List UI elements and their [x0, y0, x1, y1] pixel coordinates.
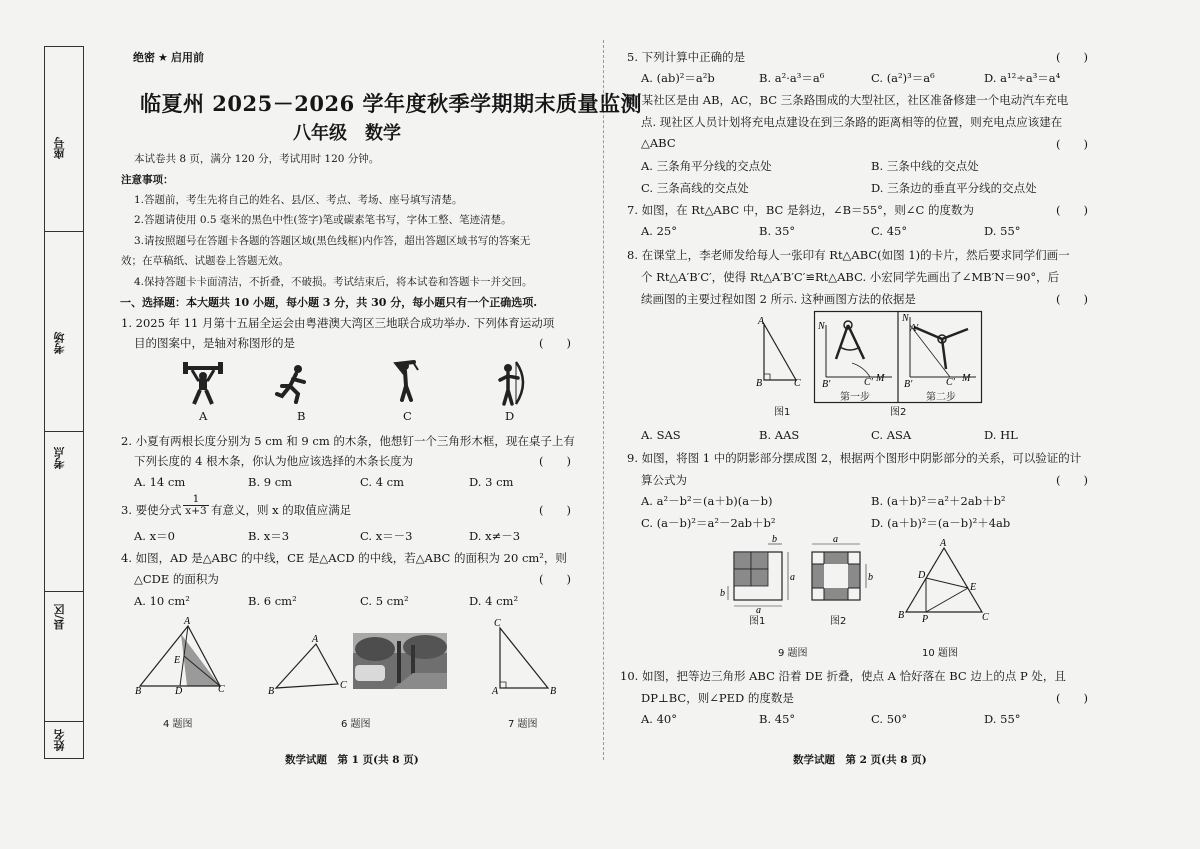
- page-footer: 数学试题 第 2 页(共 8 页): [793, 754, 927, 766]
- figure-caption: 10 题图: [922, 648, 958, 659]
- q7-option: D. 55°: [984, 224, 1021, 238]
- svg-text:A: A: [184, 616, 191, 627]
- svg-text:D: D: [175, 686, 183, 697]
- svg-text:a: a: [833, 534, 838, 545]
- q8-step2-caption: 第二步: [926, 392, 956, 403]
- q6-stem-line2: 点. 现社区人员计划将充电点建设在到三条路的距离相等的位置，则充电点应该建在: [641, 115, 1063, 129]
- county-cell: [45, 592, 83, 722]
- svg-text:B: B: [756, 378, 763, 389]
- svg-text:b: b: [772, 534, 777, 545]
- q3-option: C. x＝－3: [360, 529, 413, 543]
- svg-text:N: N: [902, 313, 909, 324]
- street-photo: [353, 633, 447, 689]
- q8-option: B. AAS: [759, 428, 800, 442]
- svg-text:C: C: [494, 618, 501, 629]
- answer-blank: ( ): [539, 572, 571, 586]
- q8-fig1-triangle: [754, 318, 806, 390]
- svg-text:B′: B′: [822, 379, 831, 390]
- exam-info: 本试卷共 8 页，满分 120 分，考试用时 120 分钟。: [134, 153, 380, 165]
- name-cell: [45, 722, 83, 758]
- answer-blank: ( ): [1056, 137, 1088, 151]
- notice-item: 2.答题请使用 0.5 毫米的黑色中性(签字)笔或碳素笔书写，字体工整、笔迹清楚。: [134, 214, 512, 226]
- svg-text:B′: B′: [904, 379, 913, 390]
- svg-text:M: M: [962, 373, 971, 384]
- q2-option: D. 3 cm: [469, 475, 514, 489]
- svg-text:B: B: [135, 686, 142, 697]
- q4-option: A. 10 cm²: [134, 594, 190, 608]
- q6-triangle-figure: [268, 636, 352, 696]
- notice-heading: 注意事项：: [121, 174, 174, 186]
- svg-text:C′: C′: [946, 377, 955, 388]
- q4-option: C. 5 cm²: [360, 594, 409, 608]
- q5-stem: 5. 下列计算中正确的是: [627, 50, 746, 64]
- svg-text:B: B: [550, 686, 557, 697]
- q6-option: A. 三条角平分线的交点处: [641, 159, 772, 173]
- q9-stem-line1: 9. 如图，将图 1 中的阴影部分摆成图 2，根据两个图形中阴影部分的关系，可以验证的计: [627, 451, 1082, 465]
- q9-option: D. (a＋b)²＝(a－b)²＋4ab: [871, 516, 1011, 530]
- q9-option: B. (a＋b)²＝a²＋2ab＋b²: [871, 494, 1006, 508]
- q1-option: A: [199, 409, 208, 423]
- svg-text:C: C: [794, 378, 801, 389]
- q9-fig1-square: [718, 534, 796, 616]
- q8-option: D. HL: [984, 428, 1018, 442]
- q7-option: C. 45°: [871, 224, 908, 238]
- q5-option: D. a¹²÷a³＝a⁴: [984, 71, 1061, 85]
- center-cell: [45, 432, 83, 592]
- q4-stem-line2: △CDE 的面积为: [134, 572, 219, 586]
- figure-caption: 9 题图: [778, 648, 808, 659]
- secret-label: 绝密 ★ 启用前: [133, 52, 204, 64]
- q2-option: C. 4 cm: [360, 475, 405, 489]
- q4-option: D. 4 cm²: [469, 594, 519, 608]
- q10-stem-line2: DP⊥BC，则∠PED 的度数是: [641, 691, 794, 705]
- center-label: 考点: [53, 447, 66, 469]
- svg-text:b: b: [720, 588, 725, 599]
- q8-fig1-caption: 图1: [774, 407, 791, 418]
- q9-stem-line2: 算公式为: [641, 473, 687, 487]
- q10-option: C. 50°: [871, 712, 908, 726]
- q8-stem-line1: 8. 在课堂上，李老师发给每人一张印有 Rt△ABC(如图 1)的卡片，然后要求同学们画一: [627, 248, 1070, 262]
- q1-option: D: [505, 409, 515, 423]
- q3-option: A. x＝0: [134, 529, 175, 543]
- q8-stem-line2: 个 Rt△A′B′C′，使得 Rt△A′B′C′≌Rt△ABC. 小宏同学先画出了∠MB′N＝90°，后: [641, 270, 1060, 284]
- q9-fig1-caption: 图1: [749, 616, 766, 627]
- answer-blank: ( ): [1056, 203, 1088, 217]
- svg-text:B: B: [268, 686, 275, 697]
- svg-text:A: A: [940, 538, 947, 549]
- seat-label: 座号: [53, 137, 66, 159]
- figure-caption: 6 题图: [341, 719, 371, 730]
- name-label: 姓名: [53, 729, 66, 751]
- q1-stem-line2: 目的图案中，是轴对称图形的是: [134, 336, 295, 350]
- q2-option: A. 14 cm: [134, 475, 186, 489]
- svg-text:N: N: [818, 321, 825, 332]
- binding-strip: [44, 46, 84, 759]
- figure-caption: 7 题图: [508, 719, 538, 730]
- answer-blank: ( ): [1056, 691, 1088, 705]
- svg-text:E: E: [174, 655, 181, 666]
- page-divider: [603, 40, 604, 760]
- q7-triangle-figure: [490, 620, 560, 696]
- q1-stem-line1: 1. 2025 年 11 月第十五届全运会由粤港澳大湾区三地联合成功举办. 下列体育运动项: [121, 316, 555, 330]
- q3-option: D. x≠－3: [469, 529, 521, 543]
- q6-option: D. 三条边的垂直平分线的交点处: [871, 181, 1037, 195]
- notice-item: 4.保持答题卡卡面清洁，不折叠，不破损。考试结束后，将本试卷和答题卡一并交回。: [134, 276, 533, 288]
- svg-text:A: A: [758, 316, 765, 327]
- answer-blank: ( ): [1056, 50, 1088, 64]
- q4-stem-line1: 4. 如图，AD 是△ABC 的中线，CE 是△ACD 的中线，若△ABC 的面积为 20 cm²，则: [121, 551, 567, 565]
- q3-numerator: 1: [192, 493, 200, 505]
- q3-stem-prefix: 3. 要使分式: [121, 503, 182, 517]
- section-heading: 一、选择题：本大题共 10 小题，每小题 3 分，共 30 分，每小题只有一个正确选项.: [120, 296, 538, 309]
- weightlifting-icon: [183, 362, 223, 406]
- q6-stem-line3: △ABC: [641, 136, 676, 150]
- notice-item: 1.答题前，考生先将自己的姓名、县/区、考点、考场、座号填写清楚。: [134, 194, 463, 206]
- q2-stem-line1: 2. 小夏有两根长度分别为 5 cm 和 9 cm 的木条，他想钉一个三角形木框，现在桌子上有: [121, 434, 575, 448]
- svg-text:a: a: [790, 572, 795, 583]
- q3-stem-suffix: 有意义，则 x 的取值应满足: [211, 503, 352, 517]
- q10-option: B. 45°: [759, 712, 796, 726]
- q1-option: C: [403, 409, 412, 423]
- room-cell: [45, 232, 83, 432]
- svg-text:A′: A′: [910, 323, 919, 334]
- q8-step1-caption: 第一步: [840, 392, 870, 403]
- answer-blank: ( ): [539, 503, 571, 517]
- svg-text:b: b: [868, 572, 873, 583]
- q5-option: B. a²·a³＝a⁶: [759, 71, 825, 85]
- q3-fraction: [183, 494, 209, 517]
- q6-option: B. 三条中线的交点处: [871, 159, 979, 173]
- golf-icon: [392, 360, 422, 404]
- svg-text:D: D: [918, 570, 926, 581]
- q7-stem: 7. 如图，在 Rt△ABC 中，BC 是斜边，∠B＝55°，则∠C 的度数为: [627, 203, 975, 217]
- answer-blank: ( ): [1056, 473, 1088, 487]
- q9-fig2-cross: [800, 534, 880, 614]
- svg-text:A: A: [312, 634, 319, 645]
- answer-blank: ( ): [539, 454, 571, 468]
- svg-text:C: C: [218, 684, 225, 695]
- q5-option: C. (a²)³＝a⁶: [871, 71, 935, 85]
- svg-text:C′: C′: [864, 377, 873, 388]
- q8-option: C. ASA: [871, 428, 912, 442]
- svg-text:E: E: [970, 582, 977, 593]
- svg-text:P: P: [922, 614, 929, 625]
- page-footer: 数学试题 第 1 页(共 8 页): [285, 754, 419, 766]
- svg-text:C: C: [340, 680, 347, 691]
- q8-stem-line3: 续画图的主要过程如图 2 所示. 这种画图方法的依据是: [641, 292, 916, 306]
- answer-blank: ( ): [1056, 292, 1088, 306]
- q3-option: B. x＝3: [248, 529, 290, 543]
- q10-fold-figure: [896, 540, 992, 628]
- svg-text:a: a: [756, 605, 761, 616]
- seat-cell: [45, 47, 83, 232]
- q8-fig2-caption: 图2: [890, 407, 907, 418]
- q7-option: B. 35°: [759, 224, 796, 238]
- q4-option: B. 6 cm²: [248, 594, 297, 608]
- q3-denominator: x+3: [183, 505, 209, 517]
- q2-stem-line2: 下列长度的 4 根木条，你认为他应该选择的木条长度为: [134, 454, 414, 468]
- svg-text:M: M: [876, 373, 885, 384]
- q7-option: A. 25°: [641, 224, 677, 238]
- figure-caption: 4 题图: [163, 719, 193, 730]
- notice-item: 3.请按照题号在答题卡各题的答题区域(黑色线框)内作答，超出答题区域书写的答案无: [134, 235, 531, 247]
- q10-option: A. 40°: [641, 712, 677, 726]
- q2-option: B. 9 cm: [248, 475, 293, 489]
- q5-option: A. (ab)²＝a²b: [641, 71, 715, 85]
- svg-text:C: C: [982, 612, 989, 623]
- q6-stem-line1: 6. 某社区是由 AB，AC，BC 三条路围成的大型社区，社区准备修建一个电动汽车充电: [627, 93, 1069, 107]
- notice-item: 效；在草稿纸、试题卷上答题无效。: [121, 255, 289, 267]
- q4-triangle-figure: [134, 616, 234, 697]
- running-icon: [276, 364, 312, 404]
- q1-option: B: [297, 409, 306, 423]
- exam-subtitle: 八年级 数学: [293, 123, 401, 144]
- q8-option: A. SAS: [641, 428, 681, 442]
- county-label: 县/区: [53, 604, 66, 631]
- q6-option: C. 三条高线的交点处: [641, 181, 749, 195]
- q10-stem-line1: 10. 如图，把等边三角形 ABC 沿着 DE 折叠，使点 A 恰好落在 BC 边上的点 P 处，且: [620, 669, 1066, 683]
- q9-option: A. a²－b²＝(a＋b)(a－b): [641, 494, 773, 508]
- svg-text:B: B: [898, 610, 905, 621]
- answer-blank: ( ): [539, 336, 571, 350]
- archery-icon: [496, 360, 528, 406]
- exam-title: 临夏州 2025－2026 学年度秋季学期期末质量监测: [140, 91, 643, 116]
- svg-text:A: A: [492, 686, 499, 697]
- q9-fig2-caption: 图2: [830, 616, 847, 627]
- q9-option: C. (a－b)²＝a²－2ab＋b²: [641, 516, 776, 530]
- room-label: 考场: [53, 332, 66, 354]
- q10-option: D. 55°: [984, 712, 1021, 726]
